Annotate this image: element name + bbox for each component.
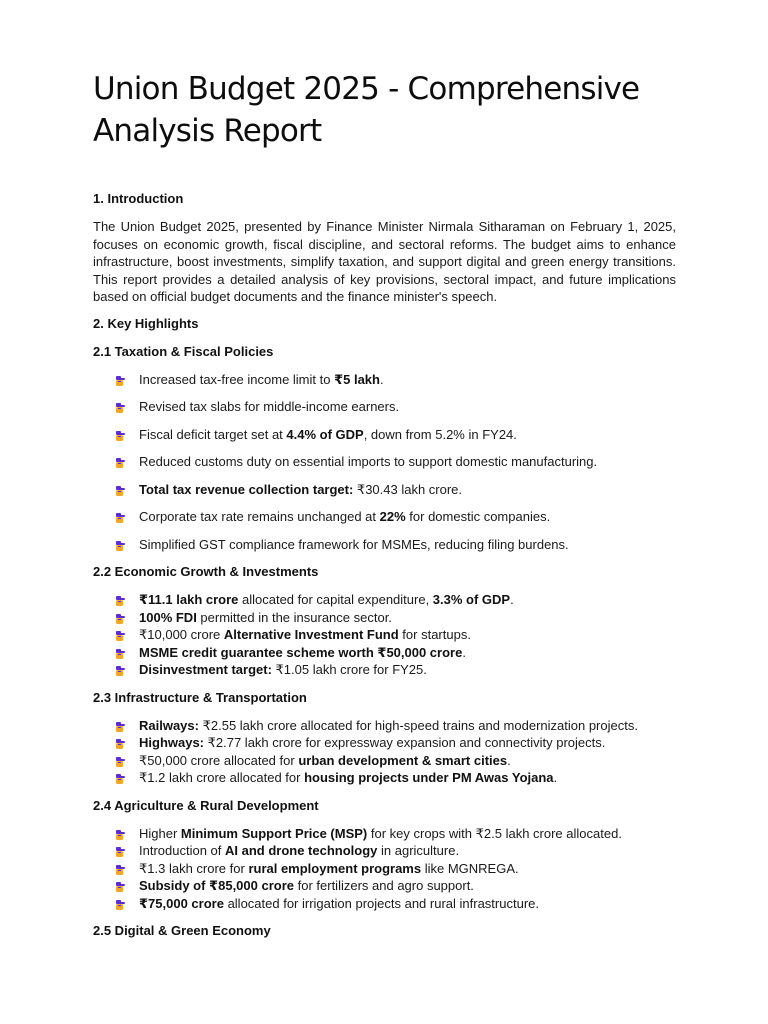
taxation-heading: 2.1 Taxation & Fiscal Policies [93, 343, 274, 359]
intro-heading: 1. Introduction [93, 191, 184, 206]
growth-list [93, 591, 676, 679]
list-item: Subsidy of ₹85,000 crore for fertilizers and agro support. [115, 877, 676, 895]
list-item: Corporate tax rate remains unchanged at 22% for domestic companies. [115, 508, 676, 526]
infra-heading: 2.3 Infrastructure & Transportation [93, 689, 307, 705]
list-item: Total tax revenue collection target: ₹30.43 lakh crore. [115, 481, 676, 499]
hand-pointing-right-icon [115, 898, 127, 910]
hand-pointing-right-icon [115, 828, 127, 840]
hand-pointing-right-icon [115, 772, 127, 784]
list-item: Increased tax-free income limit to ₹5 lakh. [115, 371, 676, 389]
hand-pointing-right-icon [115, 401, 127, 413]
list-item: Simplified GST compliance framework for MSMEs, reducing filing burdens. [115, 536, 676, 554]
list-item: Reduced customs duty on essential imports to support domestic manufacturing. [115, 453, 676, 471]
agri-heading: 2.4 Agriculture & Rural Development [93, 797, 319, 813]
hand-pointing-right-icon [115, 647, 127, 659]
list-item: Revised tax slabs for middle-income earners. [115, 398, 676, 416]
list-item: 100% FDI permitted in the insurance sector. [115, 609, 676, 627]
hand-pointing-right-icon [115, 612, 127, 624]
hand-pointing-right-icon [115, 484, 127, 496]
list-item: Higher Minimum Support Price (MSP) for key crops with ₹2.5 lakh crore allocated. [115, 825, 676, 843]
report-page [93, 68, 676, 950]
hand-pointing-right-icon [115, 880, 127, 892]
page-title: Union Budget 2025 - Comprehensive Analysis Report [93, 71, 640, 149]
hand-pointing-right-icon [115, 456, 127, 468]
hand-pointing-right-icon [115, 664, 127, 676]
growth-heading: 2.2 Economic Growth & Investments [93, 564, 319, 579]
hand-pointing-right-icon [115, 511, 127, 523]
intro-paragraph: The Union Budget 2025, presented by Finance Minister Nirmala Sitharaman on February 1, 2025, focuses on economic growth, fiscal discipline, and sectoral reforms. The budget aims to enhance infrastructure, boost investments, simplify taxation, and support digital and green energy transitions. This report provides a detailed analysis of key provisions, sectoral impact, and future implications based on official budget documents and the finance minister's speech. [93, 219, 676, 304]
list-item: Disinvestment target: ₹1.05 lakh crore for FY25. [115, 661, 676, 679]
hand-pointing-right-icon [115, 755, 127, 767]
list-item: Introduction of AI and drone technology in agriculture. [115, 842, 676, 860]
highlights-heading: 2. Key Highlights [93, 315, 199, 331]
list-item: MSME credit guarantee scheme worth ₹50,000 crore. [115, 644, 676, 662]
agri-list [93, 825, 676, 913]
infra-list [93, 717, 676, 787]
list-item: Fiscal deficit target set at 4.4% of GDP, down from 5.2% in FY24. [115, 426, 676, 444]
hand-pointing-right-icon [115, 737, 127, 749]
hand-pointing-right-icon [115, 374, 127, 386]
list-item: ₹11.1 lakh crore allocated for capital expenditure, 3.3% of GDP. [115, 591, 676, 609]
hand-pointing-right-icon [115, 863, 127, 875]
list-item: ₹10,000 crore Alternative Investment Fund for startups. [115, 626, 676, 644]
list-item: ₹1.2 lakh crore allocated for housing projects under PM Awas Yojana. [115, 769, 676, 787]
taxation-list [93, 371, 676, 554]
list-item: Highways: ₹2.77 lakh crore for expressway expansion and connectivity projects. [115, 734, 676, 752]
hand-pointing-right-icon [115, 539, 127, 551]
list-item: Railways: ₹2.55 lakh crore allocated for high-speed trains and modernization projects. [115, 717, 676, 735]
hand-pointing-right-icon [115, 720, 127, 732]
hand-pointing-right-icon [115, 629, 127, 641]
hand-pointing-right-icon [115, 845, 127, 857]
list-item: ₹50,000 crore allocated for urban development & smart cities. [115, 752, 676, 770]
list-item: ₹75,000 crore allocated for irrigation projects and rural infrastructure. [115, 895, 676, 913]
list-item: ₹1.3 lakh crore for rural employment programs like MGNREGA. [115, 860, 676, 878]
hand-pointing-right-icon [115, 594, 127, 606]
hand-pointing-right-icon [115, 429, 127, 441]
digital-heading: 2.5 Digital & Green Economy [93, 923, 271, 938]
